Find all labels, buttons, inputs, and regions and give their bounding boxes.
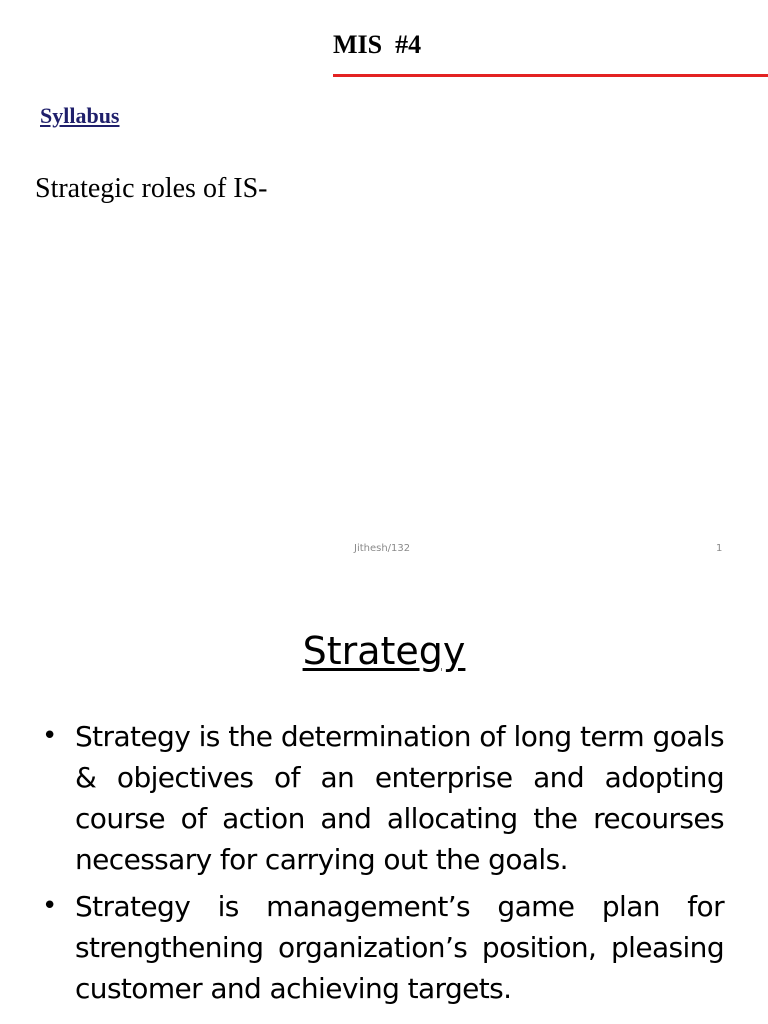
body-text: Strategic roles of IS-	[35, 173, 268, 204]
bullet-item	[40, 886, 724, 1009]
syllabus-link[interactable]: Syllabus	[40, 103, 120, 128]
bullet-list	[40, 716, 724, 1015]
slide-title: MIS #4	[333, 30, 422, 59]
slide-2	[0, 576, 768, 1024]
bullet-icon: •	[42, 891, 57, 921]
bullet-text: Strategy is the determination of long term goals & objectives of an enterprise and adopting course of action and allocating the recourses necessary for carrying out the goals.	[75, 720, 724, 876]
footer-author: Jithesh/132	[354, 543, 411, 554]
bullet-text: Strategy is management’s game plan for strengthening organization’s position, pleasing customer and achieving targets.	[75, 890, 724, 1005]
footer-page-number: 1	[716, 543, 723, 554]
title-underline-rule	[333, 74, 768, 77]
strategy-heading: Strategy	[302, 629, 466, 673]
bullet-icon: •	[42, 721, 57, 751]
bullet-item	[40, 716, 724, 880]
